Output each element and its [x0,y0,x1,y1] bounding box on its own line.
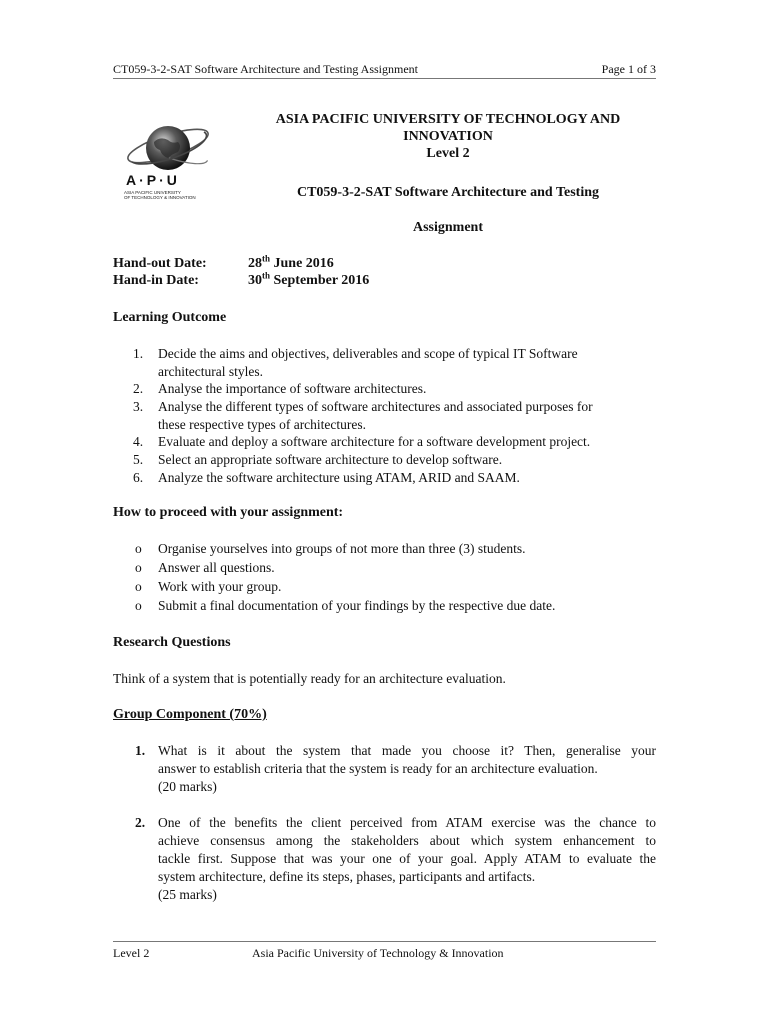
document-type: Assignment [412,220,483,235]
footer-university: Asia Pacific University of Technology & Innovation [252,946,504,960]
university-name: ASIA PACIFIC UNIVERSITY OF TECHNOLOGY AND INNOVATION Level 2 [240,111,656,162]
handout-label: Hand-out Date: [113,256,207,271]
header-page-number: Page 1 of 3 [601,62,656,76]
level-label: Level 2 [426,146,470,161]
logo-caption: ASIA PACIFIC UNIVERSITY OF TECHNOLOGY & INNOVATION [124,190,196,200]
module-title: CT059-3-2-SAT Software Architecture and Testing [296,185,600,200]
logo-letters: A·P·U [126,172,180,188]
proceed-heading: How to proceed with your assignment: [113,505,344,520]
document-page: CT059-3-2-SAT Software Architecture and Testing Assignment Page 1 of 3 A·P·U ASIA PACIFIC UNIVERSITY OF TECHNOLOGY & INNOVATION ASIA PACIFIC UNIVERSITY OF TECHNOLOGY AND INNOVATION Level 2 CT059-3-2-SAT Software Architecture and Testing Assignment Hand-out Date: 28th June 2016 Hand-in Date: 30th September 2016 Learning Outcome 1. Decide the aims and objectives, deliverables and scope of typical IT Software architectural styles. 2. Analyse the importance of software architectures. 3. Analyse the different types of software architectures and associated purposes for these respective types of architectures. 4. Evaluate and deploy a software architecture for a software development project. 5. Select an appropriate software architecture to develop software. 6. Analyze the software architecture using ATAM, ARID and SAAM. How to proceed with your assignment: o Organise yourselves into groups of not more than three (3) students. o Answer all questions. o Work with your group. o Submit a final documentation of your findings by the respective due date. Research Questions Think of a system that is potentially ready for an architecture evaluation. Group Component (70%) 1. What is it about the system that made you choose it? Then, generalise your answer to establish criteria that the system is ready for an architecture evaluation. (20 marks) 2. One of the benefits the client perceived from ATAM exercise was the chance to achieve consensus among the stakeholders about which system enhancement to tackle first. Suppose that was your one of your goal. Apply ATAM to evaluate the system architecture, define its steps, phases, participants and artifacts. (25 marks) Level 2 Asia Pacific University of Technology & Innovation [113,62,656,960]
apu-logo [118,118,218,204]
handout-date: 28th June 2016 [248,253,334,271]
header-rule [113,78,656,79]
header-module-title: CT059-3-2-SAT Software Architecture and Testing Assignment [113,62,419,76]
learning-outcome-heading: Learning Outcome [113,310,227,325]
handin-label: Hand-in Date: [113,273,199,288]
handin-date: 30th September 2016 [248,270,370,288]
research-intro: Think of a system that is potentially ready for an architecture evaluation. [113,671,506,686]
footer-rule [113,941,656,942]
footer-level: Level 2 [113,946,150,960]
research-heading: Research Questions [113,635,231,650]
group-component-heading: Group Component (70%) [113,707,267,722]
